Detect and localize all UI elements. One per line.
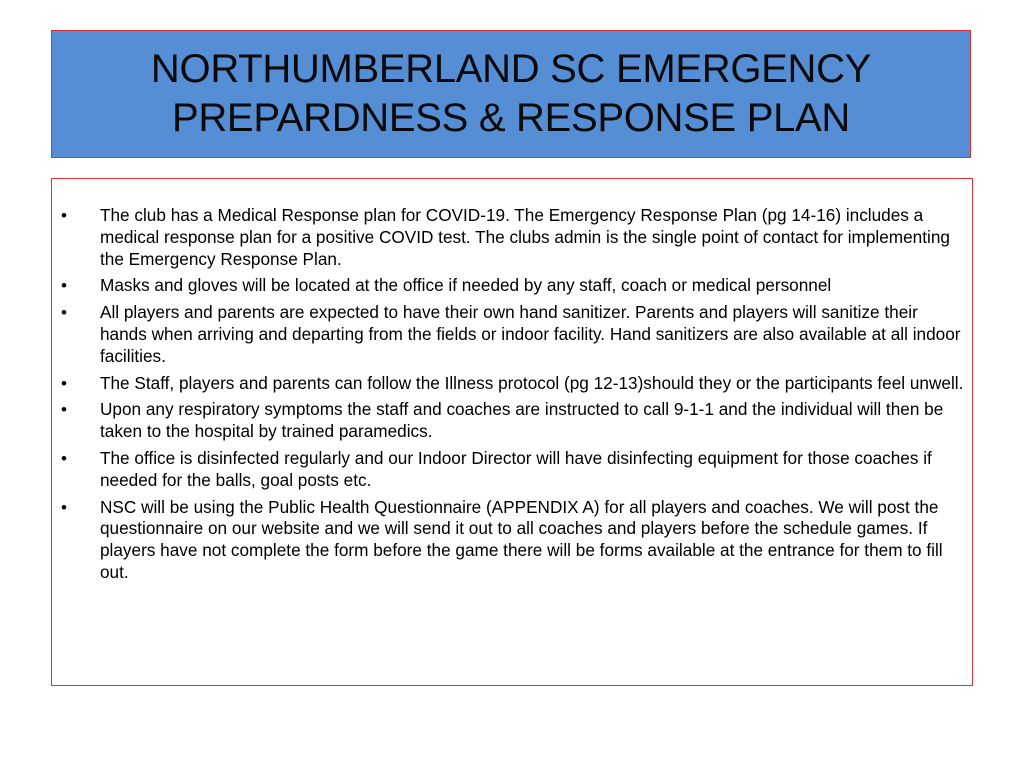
bullet-item	[52, 275, 964, 297]
bullet-item	[52, 399, 964, 443]
content-box	[51, 178, 973, 686]
bullet-text: All players and parents are expected to have their own hand sanitizer. Parents and players will sanitize their hands when arriving and departing from the fields or indoor facility. Hand sanitizers are also available at all indoor facilities.	[100, 302, 961, 366]
bullet-marker: •	[61, 448, 67, 468]
bullet-text: The Staff, players and parents can follow the Illness protocol (pg 12-13)should they or the participants feel unwell.	[100, 372, 964, 393]
title-line-2: PREPARDNESS & RESPONSE PLAN	[171, 96, 851, 140]
bullet-text: NSC will be using the Public Health Questionnaire (APPENDIX A) for all players and coaches. We will post the questionnaire on our website and we will send it out to all coaches and players before the schedule games. If players have not complete the form before the game there will be forms available at the entrance for them to fill out.	[100, 496, 943, 582]
bullet-item	[52, 205, 964, 270]
bullet-item	[52, 448, 964, 492]
bullet-text: Masks and gloves will be located at the office if needed by any staff, coach or medical personnel	[100, 275, 832, 296]
title-box	[51, 30, 971, 158]
bullet-text: The office is disinfected regularly and our Indoor Director will have disinfecting equipment for those coaches if needed for the balls, goal posts etc.	[100, 447, 932, 490]
bullet-marker: •	[61, 276, 67, 296]
bullet-marker: •	[61, 497, 67, 517]
bullet-item	[52, 302, 964, 367]
bullet-marker: •	[61, 206, 67, 225]
bullet-marker: •	[61, 400, 67, 420]
bullet-list	[52, 179, 972, 584]
bullet-item	[52, 497, 964, 584]
bullet-text: The club has a Medical Response plan for COVID-19. The Emergency Response Plan (pg 14-16) includes a medical response plan for a positive COVID test. The clubs admin is the single point of contact for implementing the Emergency Response Plan.	[100, 205, 950, 269]
bullet-marker: •	[61, 373, 67, 393]
bullet-marker: •	[61, 303, 67, 323]
bullet-item	[52, 373, 964, 395]
title-line-1: NORTHUMBERLAND SC EMERGENCY	[150, 47, 872, 91]
bullet-text: Upon any respiratory symptoms the staff and coaches are instructed to call 9-1-1 and the individual will then be taken to the hospital by trained paramedics.	[100, 399, 944, 442]
slide-title	[151, 45, 871, 143]
